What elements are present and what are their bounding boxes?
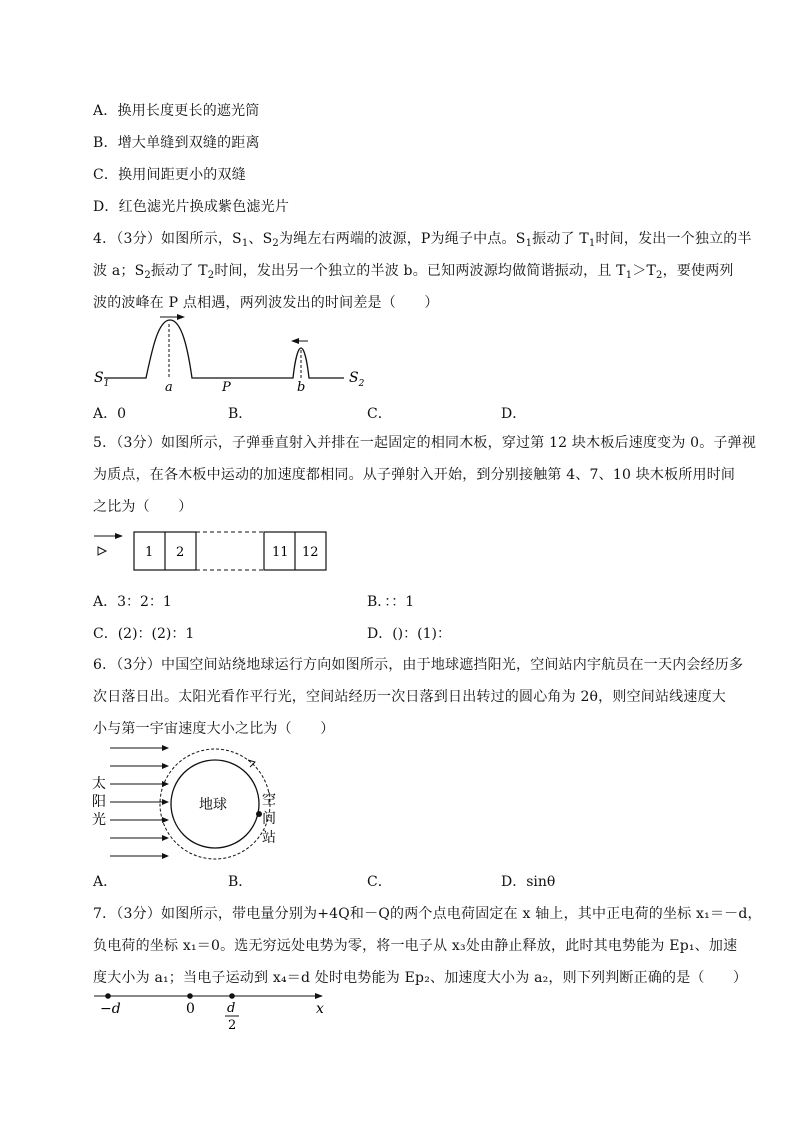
q4-option-d: D． (501, 406, 527, 422)
point-zero (187, 993, 193, 999)
label-neg-d: −d (100, 1001, 121, 1017)
q5-boards-figure (90, 526, 340, 576)
q5-option-d: D．()：(1)： (367, 626, 451, 642)
q6-option-b: B． (228, 874, 253, 890)
q5-option-a: A．3：2：1 (93, 594, 172, 610)
q4-label-a: a (165, 380, 173, 395)
sunlight-rays (110, 748, 168, 856)
station-label-1: 空 (262, 792, 276, 808)
q5-stem-line3: 之比为（ ） (93, 499, 193, 515)
q4-label-s1: $S_1$ (94, 370, 110, 389)
q3-option-b: B．增大单缝到双缝的距离 (93, 135, 260, 151)
station-label-3: 站 (262, 830, 276, 846)
q4-label-b: b (297, 380, 306, 395)
q4-rope-wave-figure (88, 310, 388, 396)
q7-stem-line2: 负电荷的坐标 x₁＝0。选无穷远处电势为零，将一电子从 x₃处由静止释放，此时其电势能为 Ep₁、加速 (93, 938, 738, 954)
q5-option-c: C．(2)：(2)：1 (93, 626, 195, 642)
label-frac-num: d (227, 1001, 236, 1016)
q4-option-a: A．0 (93, 406, 127, 422)
board-1-label: 1 (145, 545, 154, 560)
station-label-2: 间 (262, 811, 276, 827)
board-11-label: 11 (272, 545, 289, 560)
q4-option-c: C． (367, 406, 392, 422)
q3-option-d: D．红色滤光片换成紫色滤光片 (93, 199, 290, 215)
point-neg-d (105, 993, 111, 999)
sun-label-3: 光 (92, 812, 106, 828)
q5-stem-line1: 5．（3分）如图所示，子弹垂直射入并排在一起固定的相同木板，穿过第 12 块木板后速度变为 0。子弹视 (93, 435, 757, 451)
q4-label-p: P (222, 380, 231, 395)
q6-option-d: D．sinθ (501, 874, 556, 890)
q5-stem-line2: 为质点，在各木板中运动的加速度都相同。从子弹射入开始，到分别接触第 4、7、10 块木板所用时间 (93, 467, 736, 483)
board-12-label: 12 (302, 545, 319, 560)
label-x-axis: x (316, 1001, 324, 1017)
q6-option-a: A． (93, 874, 118, 890)
q3-option-a: A．换用长度更长的遮光筒 (93, 103, 260, 119)
q5-option-b: B．：：1 (367, 594, 415, 610)
q6-space-station-figure (88, 742, 298, 864)
q4-stem-line3: 波的波峰在 P 点相遇，两列波发出的时间差是（ ） (93, 295, 439, 311)
label-zero: 0 (186, 1001, 195, 1017)
sun-label-1: 太 (92, 776, 106, 792)
q4-stem-line2: 波 a；$S_2$振动了 $T_2$时间，发出另一个独立的半波 b。已知两波源均做简谐振动，且 $T_1>T_2$，要使两列 (93, 263, 734, 281)
q6-option-c: C． (367, 874, 392, 890)
label-frac-den: 2 (228, 1018, 237, 1033)
sun-label-2: 阳 (92, 794, 106, 810)
q4-label-s2: $S_2$ (349, 370, 365, 389)
board-2-label: 2 (176, 545, 185, 560)
q7-stem-line3: 度大小为 a₁；当电子运动到 x₄＝d 处时电势能为 Ep₂、加速度大小为 a₂，则下列判断正确的是（ ） (93, 970, 748, 986)
q3-option-c: C．换用间距更小的双缝 (93, 167, 246, 183)
q4-option-b: B． (228, 406, 253, 422)
q6-stem-line1: 6．（3分）中国空间站绕地球运行方向如图所示，由于地球遮挡阳光，空间站内宇航员在一天内会经历多 (93, 657, 744, 673)
bullet-icon (98, 547, 106, 555)
earth-label: 地球 (199, 797, 227, 813)
q4-stem-line1: 4．（3分）如图所示，$S_1$、$S_2$为绳左右两端的波源，P为绳子中点。$S_1$振动了 $T_1$时间，发出一个独立的半 (93, 231, 752, 249)
q6-stem-line3: 小与第一宇宙速度大小之比为（ ） (93, 721, 335, 737)
q7-x-axis-figure (90, 988, 340, 1034)
point-half-d (229, 993, 235, 999)
q7-stem-line1: 7．（3分）如图所示，带电量分别为+4Q和－Q的两个点电荷固定在 x 轴上，其中正电荷的坐标 x₁＝－d， (93, 906, 762, 922)
q6-stem-line2: 次日落日出。太阳光看作平行光，空间站经历一次日落到日出转过的圆心角为 2θ，则空间站线速度大 (93, 689, 726, 705)
